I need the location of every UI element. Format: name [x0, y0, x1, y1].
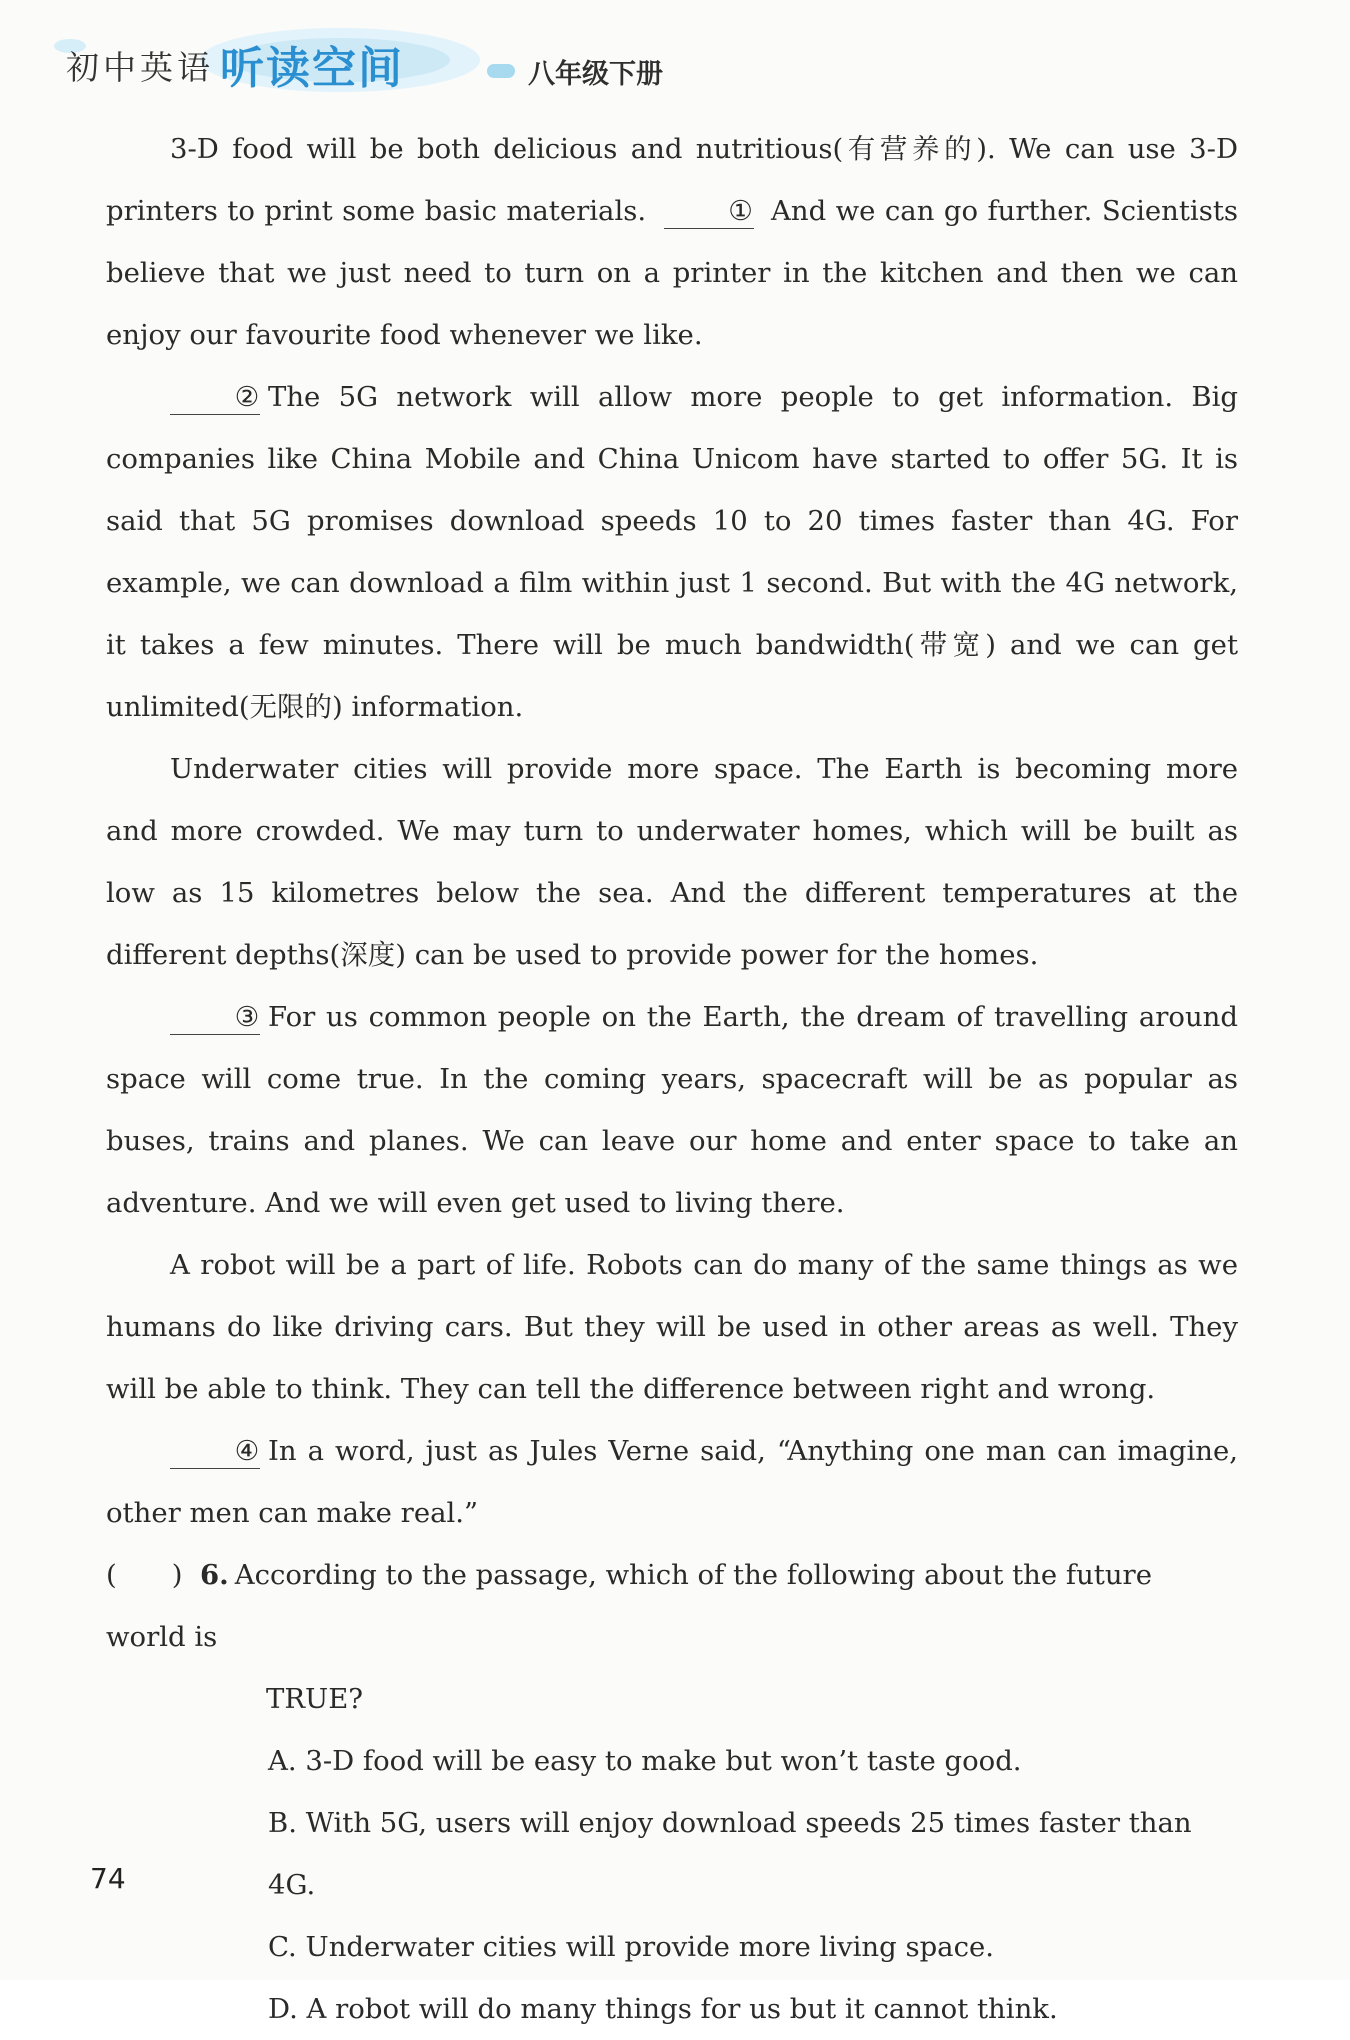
grade-label: 八年级下册 [528, 59, 663, 90]
question-6 [106, 1544, 1238, 1668]
option-c[interactable]: C. Underwater cities will provide more living space. [268, 1931, 994, 1963]
paragraph-text: The 5G network will allow more people to get information. Big companies like China Mobile and China Unicom have started to offer 5G. It is said that 5G promises download speeds 10 to 20 times faster than 4G. For example, we can download a film within just 1 second. But with the 4G network, it takes a few minutes. There will be much bandwidth(带宽) and we can get unlimited(无限的) information. [106, 381, 1238, 723]
passage [106, 118, 1238, 2040]
answer-blank-1[interactable]: ① [664, 194, 754, 229]
paragraph-text: And we can go further. Scientists believe that we just need to turn on a printer in the kitchen and then we can enjoy our favourite food whenever we like. [106, 195, 1238, 351]
answer-blank-4[interactable]: ④ [170, 1434, 260, 1469]
paragraph-text: Underwater cities will provide more space. The Earth is becoming more and more crowded. We may turn to underwater homes, which will be built as low as 15 kilometres below the sea. And the different temperatures at the different depths(深度) can be used to provide power for the homes. [106, 753, 1238, 971]
paragraph-text: 3-D food will be both delicious and nutritious(有营养的). We can use 3-D printers to print some basic materials. [106, 133, 1238, 227]
series-title: 初中英语 [66, 48, 214, 87]
option-b[interactable]: B. With 5G, users will enjoy download speeds 25 times faster than 4G. [268, 1807, 1192, 1901]
paragraph-robot [106, 1234, 1238, 1420]
answer-blank-2[interactable]: ② [170, 380, 260, 415]
page-header [40, 20, 1320, 110]
paragraph-5g [106, 366, 1238, 738]
paragraph-conclusion [106, 1420, 1238, 1544]
grade-tag-dot [487, 64, 515, 78]
option-d[interactable]: D. A robot will do many things for us but it cannot think. [268, 1993, 1058, 2025]
question-text-continued: TRUE? [266, 1683, 364, 1715]
paragraph-underwater [106, 738, 1238, 986]
paragraph-text: A robot will be a part of life. Robots can do many of the same things as we humans do like driving cars. But they will be used in other areas as well. They will be able to think. They can tell the difference between right and wrong. [106, 1249, 1238, 1405]
answer-parentheses[interactable]: ( ) [106, 1559, 183, 1591]
page-number: 74 [90, 1862, 126, 1895]
paragraph-text: In a word, just as Jules Verne said, “Anything one man can imagine, other men can make real.” [106, 1435, 1238, 1529]
paragraph-space [106, 986, 1238, 1234]
option-a[interactable]: A. 3-D food will be easy to make but won’t taste good. [268, 1745, 1022, 1777]
question-text: According to the passage, which of the following about the future world is [106, 1559, 1152, 1653]
paragraph-3d-food [106, 118, 1238, 366]
question-number: 6. [200, 1559, 229, 1591]
answer-blank-3[interactable]: ③ [170, 1000, 260, 1035]
paragraph-text: For us common people on the Earth, the dream of travelling around space will come true. In the coming years, spacecraft will be as popular as buses, trains and planes. We can leave our home and enter space to take an adventure. And we will even get used to living there. [106, 1001, 1238, 1219]
brand-title: 听读空间 [220, 43, 404, 94]
